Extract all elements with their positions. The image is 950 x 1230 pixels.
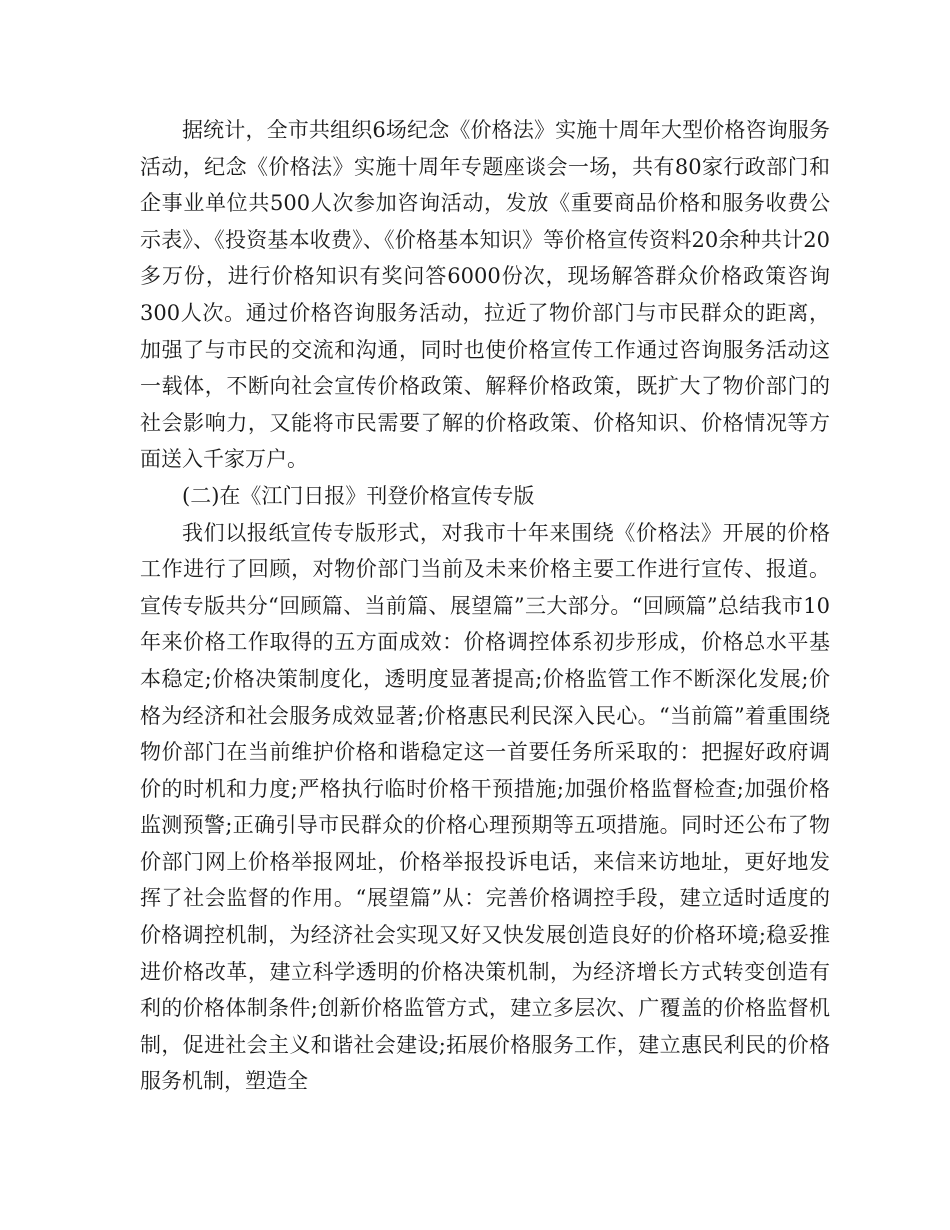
document-body xyxy=(140,112,830,1100)
paragraph-statistics: 据统计，全市共组织6场纪念《价格法》实施十周年大型价格咨询服务活动，纪念《价格法》实施十周年专题座谈会一场，共有80家行政部门和企事业单位共500人次参加咨询活动，发放《重要商品价格和服务收费公示表》、《投资基本收费》、《价格基本知识》等价格宣传资料20余种共计20多万份，进行价格知识有奖问答6000份次，现场解答群众价格政策咨询300人次。通过价格咨询服务活动，拉近了物价部门与市民群众的距离，加强了与市民的交流和沟通，同时也使价格宣传工作通过咨询服务活动这一载体，不断向社会宣传价格政策、解释价格政策，既扩大了物价部门的社会影响力，又能将市民需要了解的价格政策、价格知识、价格情况等方面送入千家万户。 xyxy=(140,118,830,472)
paragraph-newspaper-special: 我们以报纸宣传专版形式，对我市十年来围绕《价格法》开展的价格工作进行了回顾，对物价部门当前及未来价格主要工作进行宣传、报道。宣传专版共分“回顾篇、当前篇、展望篇”三大部分。“回顾篇”总结我市10年来价格工作取得的五方面成效：价格调控体系初步形成，价格总水平基本稳定;价格决策制度化，透明度显著提高;价格监管工作不断深化发展;价格为经济和社会服务成效显著;价格惠民利民深入民心。“当前篇”着重围绕物价部门在当前维护价格和谐稳定这一首要任务所采取的：把握好政府调价的时机和力度;严格执行临时价格干预措施;加强价格监督检查;加强价格监测预警;正确引导市民群众的价格心理预期等五项措施。同时还公布了物价部门网上价格举报网址，价格举报投诉电话，来信来访地址，更好地发挥了社会监督的作用。“展望篇”从：完善价格调控手段，建立适时适度的价格调控机制，为经济社会实现又好又快发展创造良好的价格环境;稳妥推进价格改革，建立科学透明的价格决策机制，为经济增长方式转变创造有利的价格体制条件;创新价格监管方式，建立多层次、广覆盖的价格监督机制，促进社会主义和谐社会建设;拓展价格服务工作，建立惠民利民的价格服务机制，塑造全 xyxy=(140,520,830,1094)
section-heading-newspaper: (二)在《江门日报》刊登价格宣传专版 xyxy=(182,483,535,508)
